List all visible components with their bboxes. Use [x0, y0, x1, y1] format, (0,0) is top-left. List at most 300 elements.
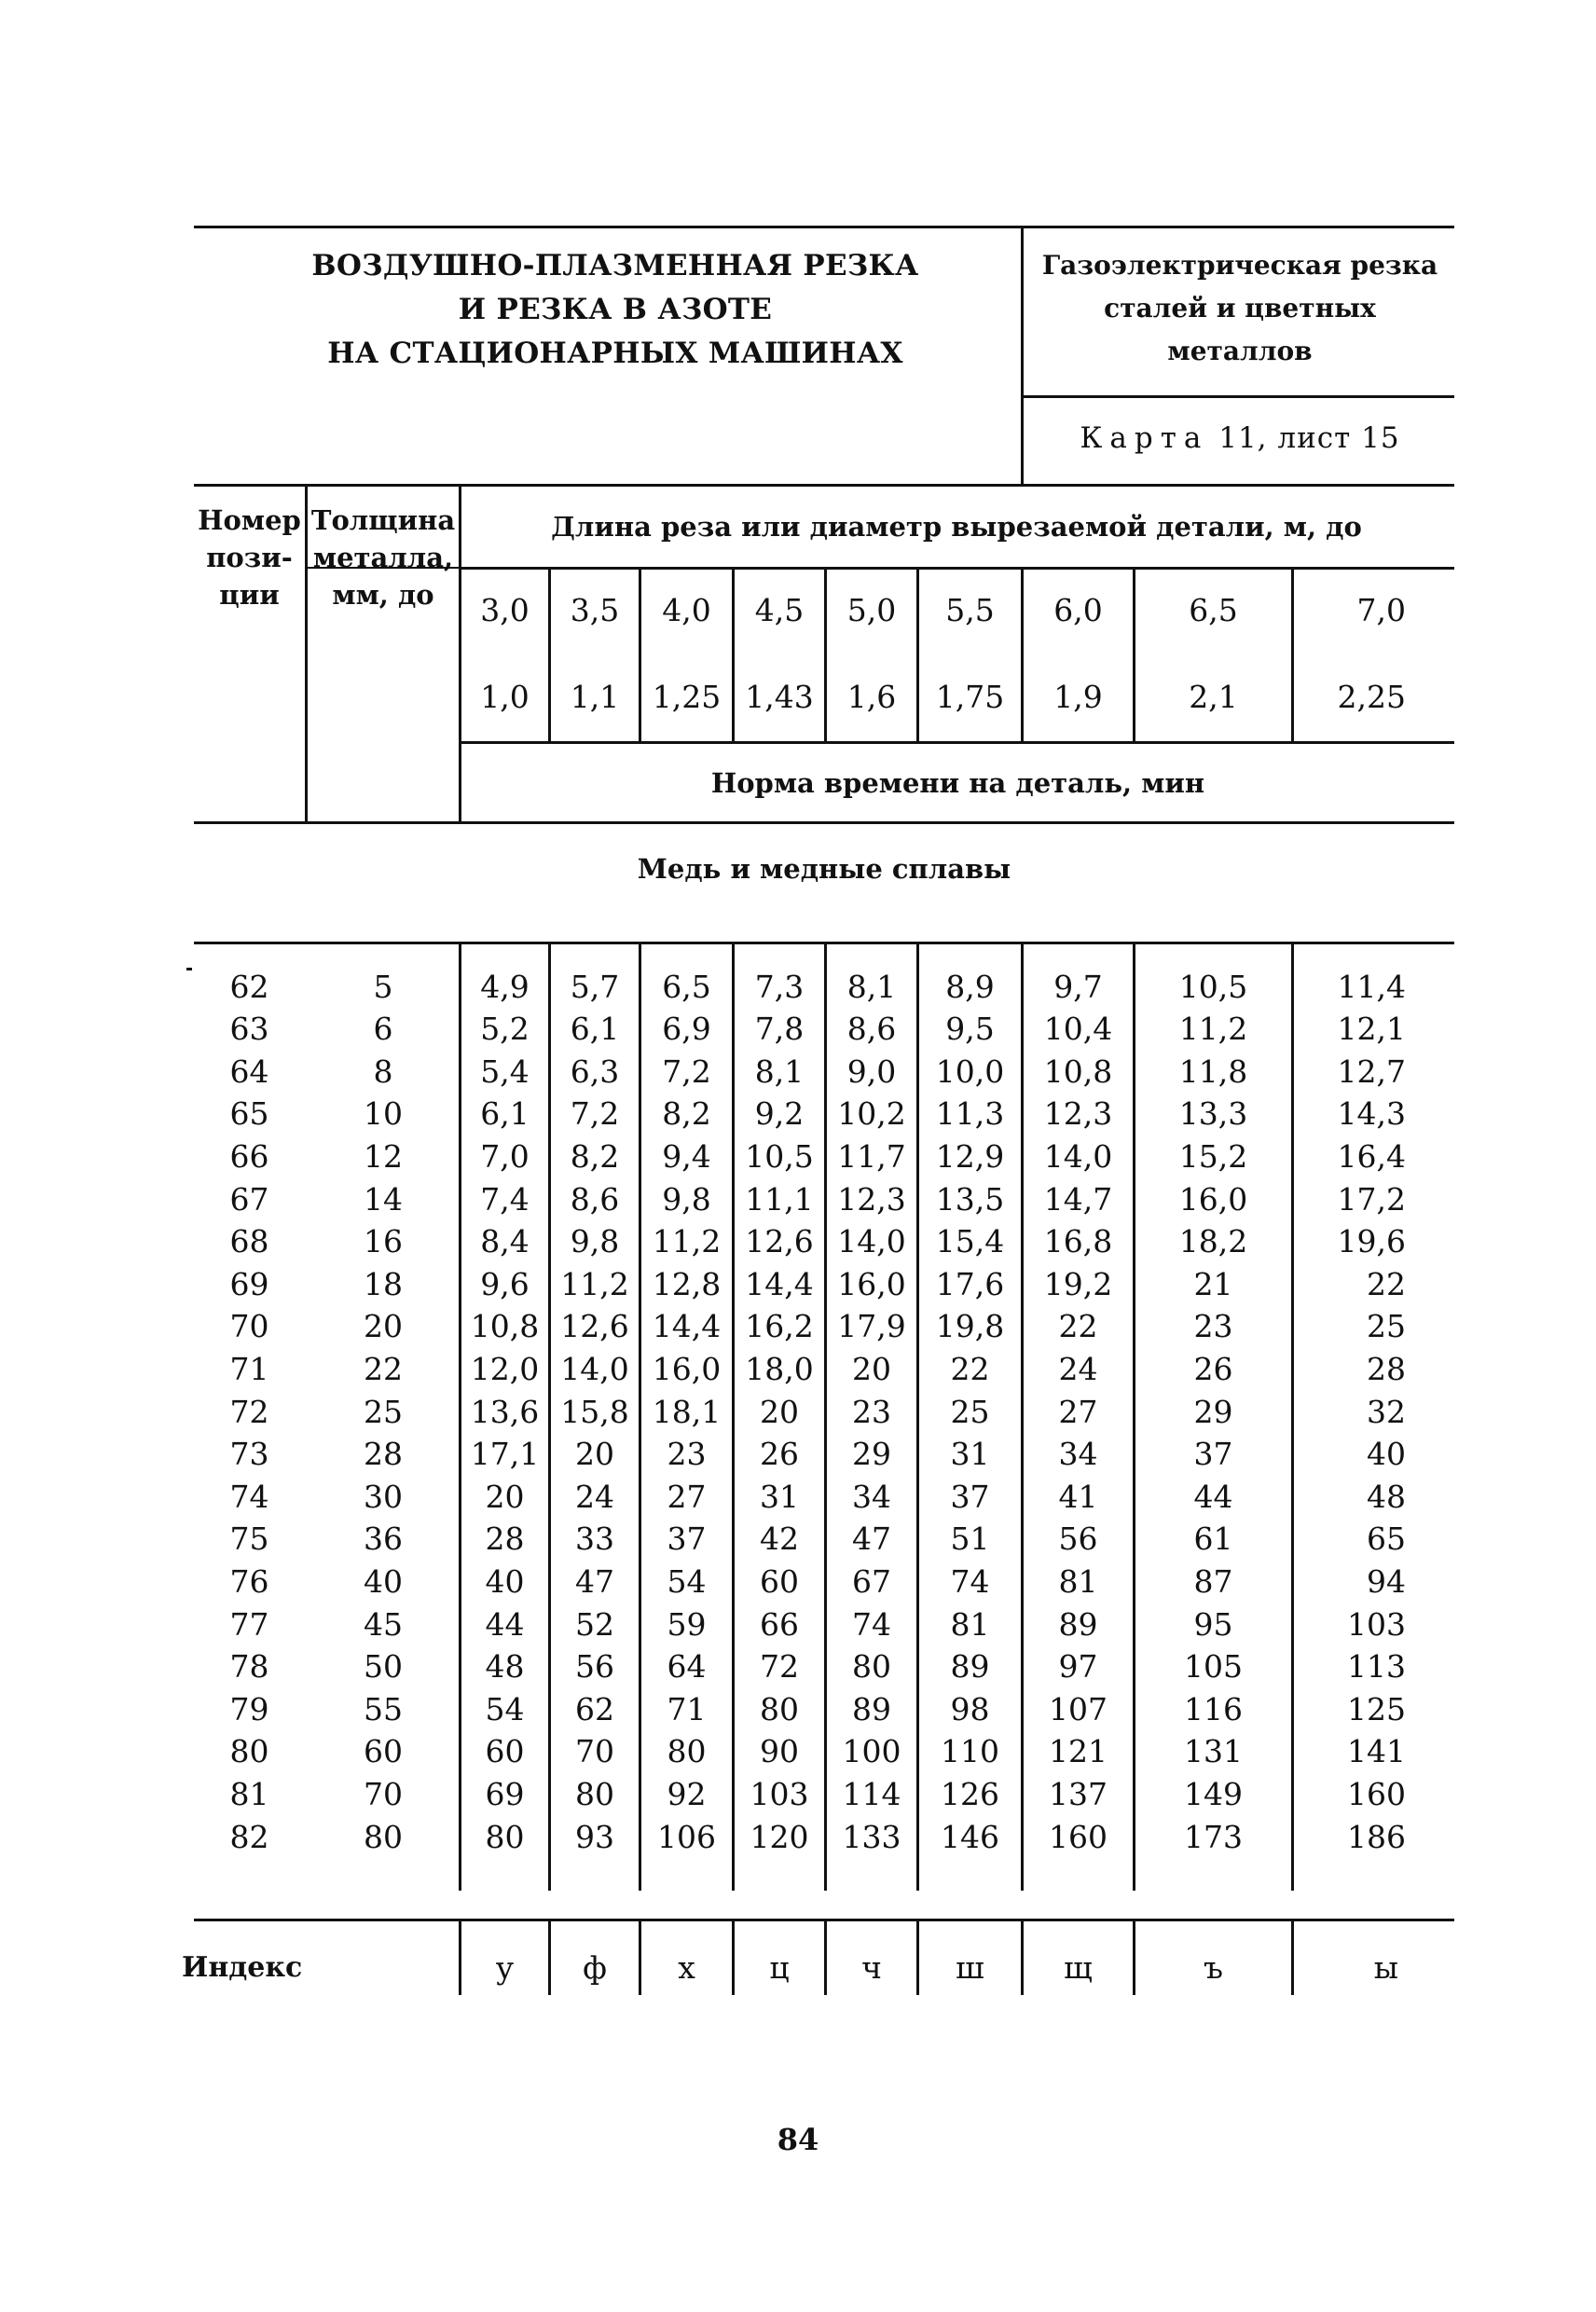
time-norm-cell: 28 [485, 1521, 525, 1558]
time-norm-cell: 87 [1193, 1562, 1233, 1600]
time-norm-cell: 9,4 [662, 1137, 711, 1175]
time-norm-cell: 14,3 [1337, 1095, 1406, 1133]
time-norm-cell: 10,5 [1178, 968, 1248, 1005]
time-norm-cell: 67 [852, 1562, 891, 1600]
time-norm-cell: 29 [1193, 1393, 1233, 1430]
time-norm-cell: 80 [760, 1690, 799, 1727]
time-norm-cell: 13,3 [1178, 1095, 1248, 1133]
time-norm-cell: 22 [1058, 1308, 1098, 1345]
thickness-cell: 16 [364, 1223, 403, 1260]
time-norm-cell: 64 [667, 1648, 707, 1686]
time-norm-cell: 93 [575, 1818, 614, 1855]
position-cell: 63 [229, 1011, 269, 1048]
time-norm-cell: 10,8 [470, 1308, 540, 1345]
time-norm-cell: 10,4 [1043, 1011, 1113, 1048]
time-norm-cell: 8,1 [754, 1053, 805, 1090]
time-norm-cell: 19,6 [1337, 1223, 1406, 1260]
category-label [1025, 244, 1454, 373]
time-norm-cell: 9,8 [662, 1180, 711, 1218]
time-norm-cell: 27 [667, 1478, 707, 1515]
position-cell: 70 [229, 1308, 269, 1345]
thickness-cell: 25 [364, 1393, 403, 1430]
index-letter: ы [1373, 1948, 1398, 1986]
time-norm-cell: 37 [1193, 1436, 1233, 1473]
time-norm-cell: 72 [760, 1648, 799, 1686]
thickness-cell: 5 [373, 968, 393, 1005]
time-norm-cell: 5,2 [480, 1011, 530, 1048]
time-norm-cell: 17,6 [935, 1265, 1005, 1302]
time-norm-cell: 26 [1193, 1350, 1233, 1387]
time-norm-cell: 47 [575, 1562, 614, 1600]
time-norm-cell: 160 [1049, 1818, 1108, 1855]
header-divider [1021, 227, 1024, 484]
position-cell: 62 [229, 968, 269, 1005]
length-value: 4,0 [662, 591, 711, 628]
index-letter: у [495, 1948, 515, 1986]
time-norm-cell: 70 [575, 1733, 614, 1770]
time-norm-cell: 74 [950, 1562, 990, 1600]
time-norm-cell: 107 [1049, 1690, 1108, 1727]
time-norm-cell: 74 [852, 1605, 891, 1643]
time-norm-cell: 95 [1193, 1605, 1233, 1643]
time-norm-cell: 10,5 [745, 1137, 814, 1175]
time-norm-cell: 47 [852, 1521, 891, 1558]
category-line: металлов [1167, 336, 1313, 366]
table-row [0, 1560, 1596, 1603]
time-norm-cell: 80 [667, 1733, 707, 1770]
time-norm-cell: 19,8 [935, 1308, 1005, 1345]
time-norm-cell: 23 [852, 1393, 891, 1430]
time-norm-cell: 52 [575, 1605, 614, 1643]
column-header-bottom-rule [194, 821, 1454, 824]
table-row [0, 1433, 1596, 1476]
table-row [0, 1008, 1596, 1051]
time-norm-cell: 42 [760, 1521, 799, 1558]
norm-header: Норма времени на деталь, мин [710, 766, 1205, 799]
table-row [0, 1050, 1596, 1093]
time-norm-cell: 11,3 [935, 1095, 1005, 1133]
table-row [0, 1177, 1596, 1220]
time-norm-cell: 40 [1367, 1436, 1406, 1473]
card-rule [1021, 395, 1454, 398]
time-norm-cell: 34 [852, 1478, 891, 1515]
diameter-value: 1,75 [935, 679, 1005, 715]
time-norm-cell: 16,0 [652, 1350, 722, 1387]
table-row [0, 1305, 1596, 1348]
time-norm-cell: 16,4 [1337, 1137, 1406, 1175]
time-norm-cell: 9,7 [1053, 968, 1103, 1005]
time-norm-cell: 13,6 [470, 1393, 540, 1430]
time-norm-cell: 11,7 [837, 1137, 906, 1175]
length-value: 6,0 [1053, 591, 1103, 628]
time-norm-cell: 12,7 [1337, 1053, 1406, 1090]
time-norm-cell: 89 [950, 1648, 990, 1686]
diameter-value: 1,43 [745, 679, 814, 715]
time-norm-cell: 5,7 [570, 968, 620, 1005]
time-norm-cell: 41 [1058, 1478, 1098, 1515]
index-letter: щ [1064, 1948, 1093, 1986]
time-norm-cell: 13,5 [935, 1180, 1005, 1218]
time-norm-cell: 27 [1058, 1393, 1098, 1430]
thickness-cell: 70 [364, 1775, 403, 1812]
position-cell: 71 [229, 1350, 269, 1387]
position-header-line: пози- [206, 542, 293, 573]
time-norm-cell: 71 [667, 1690, 707, 1727]
position-cell: 74 [229, 1478, 269, 1515]
time-norm-cell: 20 [852, 1350, 891, 1387]
position-cell: 72 [229, 1393, 269, 1430]
time-norm-cell: 31 [760, 1478, 799, 1515]
position-cell: 66 [229, 1137, 269, 1175]
length-value: 5,5 [945, 591, 995, 628]
time-norm-cell: 37 [950, 1478, 990, 1515]
time-norm-cell: 54 [667, 1562, 707, 1600]
thickness-cell: 28 [364, 1436, 403, 1473]
time-norm-cell: 105 [1184, 1648, 1243, 1686]
position-cell: 79 [229, 1690, 269, 1727]
time-norm-cell: 80 [575, 1775, 614, 1812]
category-line: сталей и цветных [1104, 293, 1376, 323]
time-norm-cell: 66 [760, 1605, 799, 1643]
time-norm-cell: 8,2 [570, 1137, 620, 1175]
diameter-value: 1,25 [652, 679, 722, 715]
thickness-cell: 22 [364, 1350, 403, 1387]
time-norm-cell: 11,1 [745, 1180, 814, 1218]
time-norm-cell: 51 [950, 1521, 990, 1558]
time-norm-cell: 7,2 [570, 1095, 620, 1133]
length-header: Длина реза или диаметр вырезаемой детали, м, до [551, 511, 1362, 543]
position-cell: 65 [229, 1095, 269, 1133]
time-norm-cell: 17,9 [837, 1308, 906, 1345]
time-norm-cell: 26 [760, 1436, 799, 1473]
position-cell: 76 [229, 1562, 269, 1600]
time-norm-cell: 160 [1347, 1775, 1406, 1812]
time-norm-cell: 8,4 [480, 1223, 530, 1260]
time-norm-cell: 19,2 [1043, 1265, 1113, 1302]
table-row [0, 1262, 1596, 1305]
time-norm-cell: 8,1 [846, 968, 897, 1005]
time-norm-cell: 7,8 [754, 1011, 805, 1048]
time-norm-cell: 56 [1058, 1521, 1098, 1558]
time-norm-cell: 14,0 [560, 1350, 629, 1387]
length-value: 3,5 [570, 591, 620, 628]
position-cell: 68 [229, 1223, 269, 1260]
time-norm-cell: 17,1 [470, 1436, 540, 1473]
card-word: Карта [1080, 421, 1209, 455]
thickness-cell: 36 [364, 1521, 403, 1558]
time-norm-cell: 12,6 [745, 1223, 814, 1260]
time-norm-cell: 97 [1058, 1648, 1098, 1686]
time-norm-cell: 40 [485, 1562, 525, 1600]
time-norm-cell: 8,2 [662, 1095, 711, 1133]
time-norm-cell: 141 [1347, 1733, 1406, 1770]
thickness-cell: 45 [364, 1605, 403, 1643]
time-norm-cell: 10,0 [935, 1053, 1005, 1090]
time-norm-cell: 14,0 [1043, 1137, 1113, 1175]
time-norm-cell: 28 [1367, 1350, 1406, 1387]
time-norm-cell: 126 [941, 1775, 999, 1812]
time-norm-cell: 18,2 [1178, 1223, 1248, 1260]
time-norm-cell: 90 [760, 1733, 799, 1770]
index-letter: ф [583, 1948, 607, 1986]
position-cell: 81 [229, 1775, 269, 1812]
time-norm-cell: 11,8 [1178, 1053, 1248, 1090]
card-sheet: 11, лист 15 [1218, 421, 1400, 455]
time-norm-cell: 48 [485, 1648, 525, 1686]
time-norm-cell: 15,8 [560, 1393, 629, 1430]
time-norm-cell: 8,9 [945, 968, 995, 1005]
position-cell: 69 [229, 1265, 269, 1302]
time-norm-cell: 23 [1193, 1308, 1233, 1345]
time-norm-cell: 60 [760, 1562, 799, 1600]
time-norm-cell: 12,3 [837, 1180, 906, 1218]
time-norm-cell: 65 [1367, 1521, 1406, 1558]
length-value: 3,0 [480, 591, 530, 628]
time-norm-cell: 133 [842, 1818, 901, 1855]
time-norm-cell: 15,4 [935, 1223, 1005, 1260]
time-norm-cell: 22 [1367, 1265, 1406, 1302]
section-title: Медь и медные сплавы [637, 853, 1011, 885]
time-norm-cell: 110 [941, 1733, 999, 1770]
position-cell: 64 [229, 1053, 269, 1090]
thickness-cell: 60 [364, 1733, 403, 1770]
time-norm-cell: 62 [575, 1690, 614, 1727]
time-norm-cell: 6,5 [662, 968, 711, 1005]
time-norm-cell: 25 [1367, 1308, 1406, 1345]
time-norm-cell: 186 [1347, 1818, 1406, 1855]
thickness-cell: 40 [364, 1562, 403, 1600]
time-norm-cell: 131 [1184, 1733, 1243, 1770]
time-norm-cell: 61 [1193, 1521, 1233, 1558]
table-row [0, 1093, 1596, 1135]
time-norm-cell: 48 [1367, 1478, 1406, 1515]
time-norm-cell: 14,4 [745, 1265, 814, 1302]
thickness-cell: 14 [364, 1180, 403, 1218]
time-norm-cell: 6,1 [570, 1011, 620, 1048]
time-norm-cell: 7,0 [480, 1137, 530, 1175]
thickness-cell: 18 [364, 1265, 403, 1302]
time-norm-cell: 103 [750, 1775, 809, 1812]
time-norm-cell: 21 [1193, 1265, 1233, 1302]
thickness-cell: 50 [364, 1648, 403, 1686]
table-row [0, 1772, 1596, 1815]
time-norm-cell: 9,8 [570, 1223, 620, 1260]
time-norm-cell: 6,9 [662, 1011, 711, 1048]
time-norm-cell: 20 [575, 1436, 614, 1473]
time-norm-cell: 94 [1367, 1562, 1406, 1600]
time-norm-cell: 23 [667, 1436, 707, 1473]
time-norm-cell: 60 [485, 1733, 525, 1770]
time-norm-cell: 29 [852, 1436, 891, 1473]
time-norm-cell: 12,8 [652, 1265, 722, 1302]
time-norm-cell: 59 [667, 1605, 707, 1643]
thickness-cell: 10 [364, 1095, 403, 1133]
table-row [0, 965, 1596, 1008]
title-line: НА СТАЦИОНАРНЫХ МАШИНАХ [327, 337, 903, 370]
time-norm-cell: 100 [842, 1733, 901, 1770]
table-row [0, 1135, 1596, 1177]
title-line: ВОЗДУШНО-ПЛАЗМЕННАЯ РЕЗКА [311, 249, 919, 282]
time-norm-cell: 32 [1367, 1393, 1406, 1430]
time-norm-cell: 18,0 [745, 1350, 814, 1387]
position-cell: 73 [229, 1436, 269, 1473]
time-norm-cell: 173 [1184, 1818, 1243, 1855]
thickness-cell: 80 [364, 1818, 403, 1855]
time-norm-cell: 20 [485, 1478, 525, 1515]
time-norm-cell: 89 [1058, 1605, 1098, 1643]
length-value: 7,0 [1356, 591, 1406, 628]
thickness-header-line: Толщина [310, 504, 456, 536]
index-label: Индекс [182, 1950, 303, 1984]
time-norm-cell: 12,1 [1337, 1011, 1406, 1048]
top-rule [194, 226, 1454, 228]
diameter-value: 1,6 [846, 679, 897, 715]
time-norm-cell: 11,2 [1178, 1011, 1248, 1048]
time-norm-cell: 12,3 [1043, 1095, 1113, 1133]
time-norm-cell: 89 [852, 1690, 891, 1727]
position-cell: 82 [229, 1818, 269, 1855]
thickness-cell: 8 [373, 1053, 393, 1090]
time-norm-cell: 17,2 [1337, 1180, 1406, 1218]
time-norm-cell: 14,4 [652, 1308, 722, 1345]
diameter-value: 1,0 [480, 679, 530, 715]
title-line: И РЕЗКА В АЗОТЕ [458, 293, 773, 326]
time-norm-cell: 10,2 [837, 1095, 906, 1133]
length-value: 6,5 [1189, 591, 1238, 628]
thickness-column-header [308, 502, 459, 613]
thickness-cell: 6 [373, 1011, 393, 1048]
time-norm-cell: 9,5 [945, 1011, 995, 1048]
time-norm-cell: 9,6 [480, 1265, 530, 1302]
position-cell: 78 [229, 1648, 269, 1686]
time-norm-cell: 80 [852, 1648, 891, 1686]
time-norm-cell: 12,0 [470, 1350, 540, 1387]
time-norm-cell: 6,1 [480, 1095, 530, 1133]
time-norm-cell: 69 [485, 1775, 525, 1812]
time-norm-cell: 81 [1058, 1562, 1098, 1600]
time-norm-cell: 11,2 [560, 1265, 629, 1302]
card-reference [1025, 415, 1454, 461]
time-norm-cell: 4,9 [480, 968, 530, 1005]
time-norm-cell: 146 [941, 1818, 999, 1855]
table-row [0, 1347, 1596, 1390]
document-title [280, 244, 951, 376]
time-norm-cell: 24 [1058, 1350, 1098, 1387]
time-norm-cell: 120 [750, 1818, 809, 1855]
index-letter: ъ [1204, 1948, 1223, 1986]
table-row [0, 1687, 1596, 1730]
time-norm-cell: 12,6 [560, 1308, 629, 1345]
thickness-header-line: мм, до [332, 579, 434, 611]
diameter-value: 2,25 [1337, 679, 1406, 715]
time-norm-cell: 14,7 [1043, 1180, 1113, 1218]
time-norm-cell: 37 [667, 1521, 707, 1558]
thickness-cell: 12 [364, 1137, 403, 1175]
diameter-value: 1,1 [570, 679, 620, 715]
index-letter: ч [861, 1948, 882, 1986]
time-norm-cell: 16,0 [837, 1265, 906, 1302]
position-column-header [194, 502, 305, 613]
table-row [0, 1390, 1596, 1433]
time-norm-cell: 113 [1347, 1648, 1406, 1686]
time-norm-cell: 149 [1184, 1775, 1243, 1812]
time-norm-cell: 34 [1058, 1436, 1098, 1473]
time-norm-cell: 22 [950, 1350, 990, 1387]
time-norm-cell: 25 [950, 1393, 990, 1430]
time-norm-cell: 7,4 [480, 1180, 530, 1218]
time-norm-cell: 31 [950, 1436, 990, 1473]
time-norm-cell: 9,0 [846, 1053, 897, 1090]
time-norm-cell: 9,2 [754, 1095, 805, 1133]
time-norm-cell: 10,8 [1043, 1053, 1113, 1090]
index-letter: ц [769, 1948, 790, 1986]
time-norm-cell: 11,4 [1337, 968, 1406, 1005]
position-cell: 77 [229, 1605, 269, 1643]
table-row [0, 1518, 1596, 1561]
time-norm-cell: 116 [1184, 1690, 1243, 1727]
thickness-cell: 55 [364, 1690, 403, 1727]
position-cell: 67 [229, 1180, 269, 1218]
length-value: 4,5 [754, 591, 805, 628]
table-row [0, 1603, 1596, 1645]
diameter-value: 2,1 [1189, 679, 1238, 715]
time-norm-cell: 121 [1049, 1733, 1108, 1770]
time-norm-cell: 137 [1049, 1775, 1108, 1812]
thickness-cell: 30 [364, 1478, 403, 1515]
position-header-line: Номер [198, 504, 301, 536]
length-value: 5,0 [846, 591, 897, 628]
time-norm-cell: 54 [485, 1690, 525, 1727]
time-norm-cell: 6,3 [570, 1053, 620, 1090]
page-number: 84 [777, 2122, 819, 2157]
time-norm-cell: 18,1 [652, 1393, 722, 1430]
table-row [0, 1730, 1596, 1773]
time-norm-cell: 16,0 [1178, 1180, 1248, 1218]
time-norm-cell: 8,6 [570, 1180, 620, 1218]
table-row [0, 1815, 1596, 1858]
time-norm-cell: 33 [575, 1521, 614, 1558]
time-norm-cell: 15,2 [1178, 1137, 1248, 1175]
category-line: Газоэлектрическая резка [1041, 250, 1438, 281]
table-row [0, 1475, 1596, 1518]
position-cell: 75 [229, 1521, 269, 1558]
position-cell: 80 [229, 1733, 269, 1770]
time-norm-cell: 5,4 [480, 1053, 530, 1090]
time-norm-cell: 7,2 [662, 1053, 711, 1090]
time-norm-cell: 81 [950, 1605, 990, 1643]
position-header-line: ции [219, 579, 280, 611]
time-norm-cell: 20 [760, 1393, 799, 1430]
time-norm-cell: 14,0 [837, 1223, 906, 1260]
time-norm-cell: 12,9 [935, 1137, 1005, 1175]
time-norm-cell: 16,8 [1043, 1223, 1113, 1260]
time-norm-cell: 44 [1193, 1478, 1233, 1515]
index-letter: ш [956, 1948, 984, 1986]
time-norm-cell: 7,3 [754, 968, 805, 1005]
time-norm-cell: 56 [575, 1648, 614, 1686]
time-norm-cell: 11,2 [652, 1223, 722, 1260]
time-norm-cell: 16,2 [745, 1308, 814, 1345]
time-norm-cell: 114 [842, 1775, 901, 1812]
time-norm-cell: 98 [950, 1690, 990, 1727]
table-row [0, 1645, 1596, 1688]
thickness-header-line: металла, [312, 542, 454, 573]
time-norm-cell: 24 [575, 1478, 614, 1515]
time-norm-cell: 44 [485, 1605, 525, 1643]
time-norm-cell: 103 [1347, 1605, 1406, 1643]
time-norm-cell: 92 [667, 1775, 707, 1812]
thickness-cell: 20 [364, 1308, 403, 1345]
